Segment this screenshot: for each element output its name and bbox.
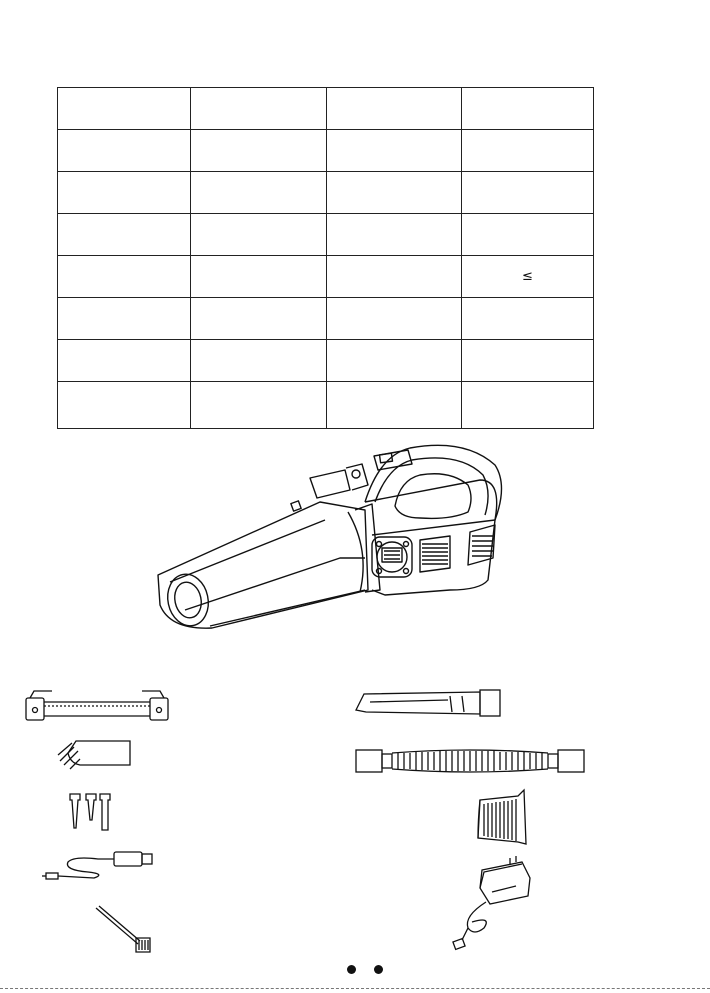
table-cell [191,382,327,429]
specification-table [57,87,594,429]
page-dot [374,965,383,974]
ac-adapter-icon [452,856,534,952]
table-row [58,88,594,130]
table-cell [58,340,191,382]
table-cell [327,256,462,298]
table-cell [191,214,327,256]
page-dot [347,965,356,974]
table-cell [191,172,327,214]
table-cell [58,256,191,298]
table-cell [327,340,462,382]
table-cell [58,214,191,256]
table-cell [191,88,327,130]
extension-hose-icon [354,744,586,778]
hepa-filter-icon [468,786,528,848]
table-cell: ≤ [462,256,594,298]
table-row [58,256,594,298]
inflation-needles-icon [66,790,114,832]
table-cell [191,256,327,298]
table-cell [462,382,594,429]
car-charger-cable-icon [40,846,155,884]
table-cell [58,88,191,130]
table-cell [462,130,594,172]
table-cell [327,88,462,130]
page-bottom-border [0,988,710,989]
table-cell [58,298,191,340]
table-row [58,214,594,256]
table-cell [462,298,594,340]
table-cell [191,340,327,382]
table-row [58,298,594,340]
table-row [58,172,594,214]
table-cell [462,340,594,382]
table-cell [327,172,462,214]
table-cell [191,130,327,172]
cleaning-brush-icon [94,904,156,956]
table-cell [462,214,594,256]
table-cell [327,130,462,172]
table-cell [327,382,462,429]
table-cell [58,130,191,172]
handheld-vacuum-illustration [150,440,530,635]
page-indicator-dots [344,965,386,977]
table-cell [462,172,594,214]
table-cell [462,88,594,130]
table-cell [58,172,191,214]
table-cell [327,214,462,256]
table-row [58,130,594,172]
brush-nozzle-icon [54,737,134,771]
car-mount-bracket-icon [20,688,180,728]
table-cell [327,298,462,340]
table-row [58,340,594,382]
table-cell [191,298,327,340]
table-row [58,382,594,429]
crevice-nozzle-icon [352,688,504,718]
table-cell [58,382,191,429]
